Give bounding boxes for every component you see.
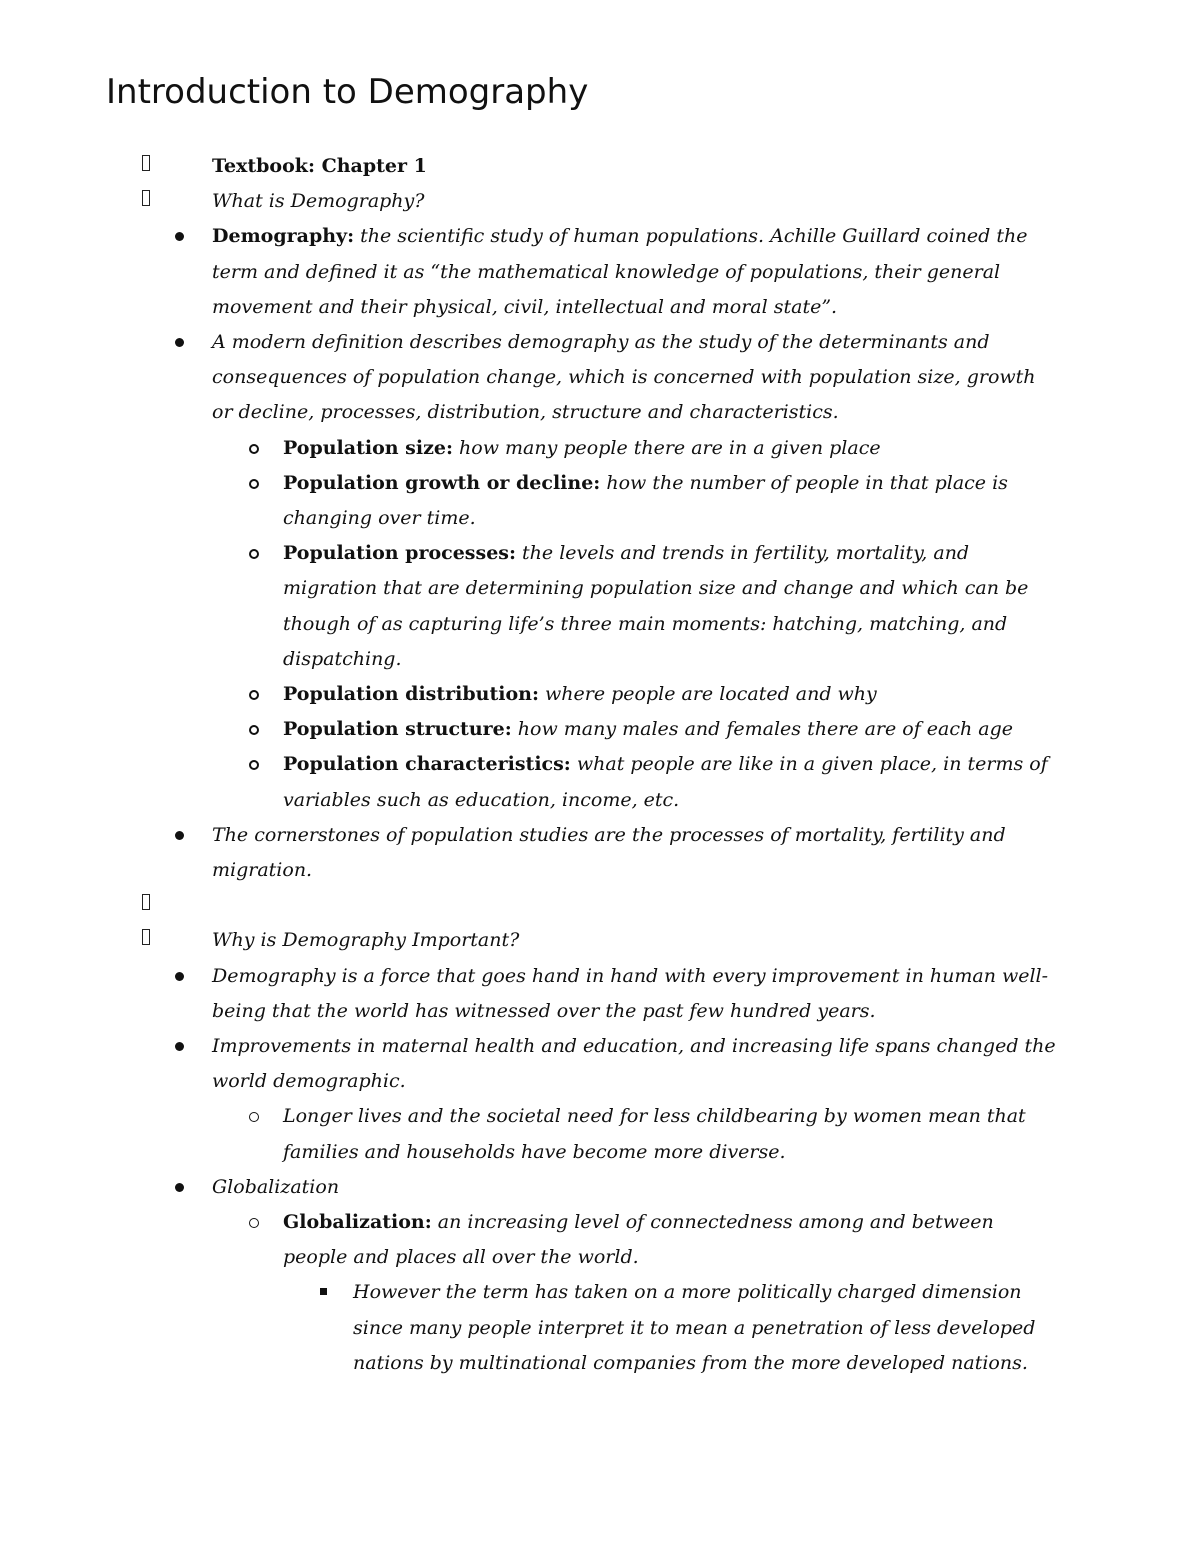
term-label: Population structure: (283, 718, 512, 741)
continuation-line: people and places all over the world. (283, 1246, 639, 1269)
list-item (0, 184, 1200, 219)
continuation-line: dispatching. (283, 647, 402, 670)
list-item: However the term has taken on a more politically charged dimension (0, 1275, 1200, 1310)
term-definition: the scientific study of human populations. Achille Guillard coined the (360, 225, 1028, 248)
list-item: Globalization (0, 1170, 1200, 1205)
term-label: Population size: (283, 436, 453, 459)
term-label: Population characteristics: (283, 753, 571, 776)
list-item (0, 536, 1200, 571)
continuation-line: though of as capturing life’s three main moments: hatching, matching, and (283, 612, 1008, 635)
list-item (0, 1205, 1200, 1240)
term-definition: how many people there are in a given place (459, 436, 881, 459)
term-definition: how the number of people in that place is (606, 471, 1008, 494)
textbook-reference: Textbook: Chapter 1 (212, 155, 427, 177)
box-bullet-icon (142, 923, 150, 958)
document-body (0, 149, 1200, 1381)
list-item: Improvements in maternal health and education, and increasing life spans changed the (0, 1029, 1200, 1064)
box-bullet-icon (142, 184, 150, 219)
continuation-line: since many people interpret it to mean a penetration of less developed (353, 1316, 1036, 1339)
term-definition: the levels and trends in fertility, mortality, and (522, 542, 970, 565)
continuation-line: being that the world has witnessed over the past few hundred years. (212, 999, 876, 1022)
continuation-line: term and defined it as “the mathematical knowledge of populations, their general (212, 260, 1001, 283)
disc-bullet-icon (175, 831, 184, 840)
term-definition: how many males and females there are of each age (517, 718, 1013, 741)
circle-bullet-icon (249, 760, 259, 770)
circle-bullet-icon (249, 725, 259, 735)
list-item (0, 466, 1200, 501)
term-definition: an increasing level of connectedness among and between (437, 1211, 994, 1234)
list-item (0, 431, 1200, 466)
circle-bullet-icon (249, 1218, 259, 1228)
empty-list-item (0, 888, 1200, 923)
term-label: Globalization: (283, 1211, 432, 1234)
continuation-line: or decline, processes, distribution, structure and characteristics. (212, 401, 839, 424)
list-item: A modern definition describes demography as the study of the determinants and (0, 325, 1200, 360)
continuation-line: consequences of population change, which is concerned with population size, growth (212, 366, 1036, 389)
box-bullet-icon (142, 888, 150, 923)
section-heading: What is Demography? (212, 190, 425, 213)
term-label: Population processes: (283, 542, 516, 565)
circle-bullet-icon (249, 479, 259, 489)
continuation-line: migration. (212, 859, 313, 882)
continuation-line: variables such as education, income, etc. (283, 788, 680, 811)
disc-bullet-icon (175, 1042, 184, 1051)
list-item (0, 747, 1200, 782)
continuation-line: world demographic. (212, 1070, 406, 1093)
disc-bullet-icon (175, 338, 184, 347)
continuation-line: nations by multinational companies from the more developed nations. (353, 1351, 1028, 1374)
list-item (0, 677, 1200, 712)
list-item (0, 923, 1200, 958)
circle-bullet-icon (249, 1112, 259, 1122)
list-item (0, 219, 1200, 254)
disc-bullet-icon (175, 1183, 184, 1192)
continuation-line: movement and their physical, civil, intellectual and moral state”. (212, 295, 838, 318)
document-title: Introduction to Demography (106, 72, 589, 112)
circle-bullet-icon (249, 444, 259, 454)
disc-bullet-icon (175, 972, 184, 981)
circle-bullet-icon (249, 549, 259, 559)
square-bullet-icon (320, 1288, 327, 1295)
section-heading: Why is Demography Important? (212, 929, 520, 952)
circle-bullet-icon (249, 690, 259, 700)
term-definition: what people are like in a given place, in terms of (576, 753, 1048, 776)
list-item (0, 149, 1200, 184)
list-item: The cornerstones of population studies are the processes of mortality, fertility and (0, 818, 1200, 853)
list-item (0, 712, 1200, 747)
disc-bullet-icon (175, 232, 184, 241)
term-label: Population growth or decline: (283, 471, 601, 494)
continuation-line: migration that are determining population size and change and which can be (283, 577, 1029, 600)
term-definition: where people are located and why (545, 683, 877, 706)
term-label: Population distribution: (283, 683, 539, 706)
continuation-line: changing over time. (283, 507, 476, 530)
term-label: Demography: (212, 225, 355, 248)
box-bullet-icon (142, 149, 150, 184)
list-item: Longer lives and the societal need for less childbearing by women mean that (0, 1099, 1200, 1134)
continuation-line: families and households have become more diverse. (283, 1140, 786, 1163)
list-item: Demography is a force that goes hand in hand with every improvement in human well- (0, 959, 1200, 994)
